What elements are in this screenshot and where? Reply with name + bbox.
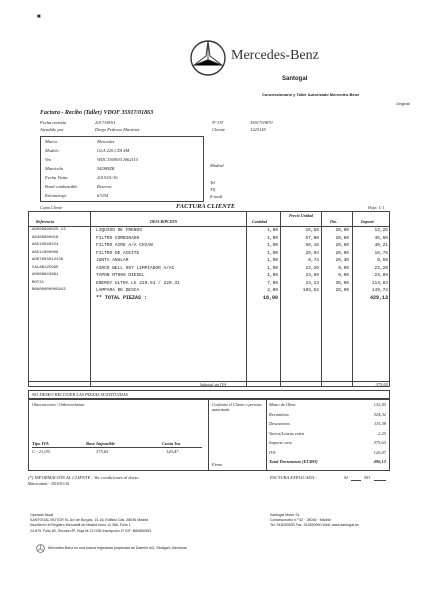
item-amt: 45,60 — [374, 235, 388, 241]
col-importe: Importe — [361, 219, 375, 224]
observaciones-label: Observaciones / Orden/reclamar — [32, 402, 85, 407]
item-row — [28, 228, 390, 236]
ot-value: 3591703870 — [250, 120, 273, 125]
dealer-name: Santogal — [282, 76, 308, 82]
vehicle-label: Vin — [45, 157, 51, 162]
explicada-label: FACTURA EXPLICADA : — [270, 475, 317, 480]
item-dto: 20,00 — [335, 250, 349, 256]
item-price: 16,56 — [305, 228, 319, 233]
item-price: 23,20 — [305, 265, 319, 271]
item-price: 20,94 — [305, 250, 319, 256]
tax-base: 375,65 — [96, 449, 109, 454]
tax-header-tipo: Tipo IVA — [32, 441, 49, 446]
item-ref: A007603012136 — [32, 258, 64, 262]
col-cantidad: Cantidad — [252, 219, 268, 224]
item-desc: FILTRO COMBINADO — [96, 235, 140, 241]
vehicle-label: Fecha Visita — [45, 175, 68, 180]
item-amt: 23,20 — [374, 265, 388, 271]
item-desc: AIRCO WELL 997 LIMPIADOR A/AC — [96, 265, 175, 271]
item-row — [28, 251, 390, 259]
item-amt: 149,74 — [371, 288, 388, 293]
company-line: Tel. 915053530 Fax. 913830900 Web: www.santogal.es — [270, 523, 359, 528]
item-qty: 1,00 — [267, 235, 278, 241]
item-price: 0,74 — [308, 258, 319, 263]
item-qty: 1,00 — [267, 243, 278, 248]
item-amt: 13,26 — [374, 228, 388, 233]
dealer-subtitle: Concessionario y Taller Autorizado Mercedes-Benz — [262, 92, 360, 97]
item-row — [28, 236, 390, 244]
contact-tlf: Tlf — [210, 187, 216, 192]
item-dto: 0,00 — [338, 273, 349, 278]
item-amt: 16,75 — [374, 250, 388, 256]
conformidad-text: Conforme el Cliente o persona autorizada — [212, 402, 262, 412]
tax-cuota: 120,47 — [166, 449, 179, 454]
company-line: Concesionario n.º 42 · 28036 · Madrid — [270, 518, 331, 523]
brand-name: Mercedes-Benz — [231, 48, 319, 63]
item-price: 23,23 — [305, 280, 319, 286]
item-ref: A6468800016 — [32, 235, 59, 240]
item-dto: 20,00 — [335, 228, 349, 233]
cliente-value: 1225145 — [250, 127, 266, 132]
subtotal-label: Subtotal sin IVA — [200, 382, 226, 387]
totals-value: 496,12 — [373, 459, 386, 464]
item-dto: 20,30 — [335, 258, 349, 263]
vehicle-value: GLA 220 CDI 4M — [97, 148, 130, 153]
totals-value: 115,38 — [373, 421, 386, 426]
item-amt: 0,59 — [377, 258, 388, 263]
ot-label: Nº OT — [212, 120, 224, 125]
company-line: Inscrita en el Registro Mercantil de Madrid tomo 11.366, Folio 1 — [30, 523, 131, 528]
col-dto: Dto. — [330, 219, 337, 224]
mercedes-star-logo — [188, 38, 228, 78]
tax-header-base: Base Imponible — [86, 441, 116, 446]
asesor-label: Atendido por — [40, 127, 64, 132]
item-qty: 1,00 — [267, 258, 278, 263]
totals-label: IVA — [269, 449, 276, 455]
col-descripcion: DESCRIPCION — [150, 219, 178, 224]
item-qty: 1,00 — [267, 228, 278, 233]
bottom-line: Mercedes-Benz es una marca registrada propiedad de Daimler AG, Stuttgart, Alemania — [48, 546, 187, 550]
footer-small: Matriculado - 2016/01/16 — [28, 481, 70, 486]
firma-label: Firma — [212, 462, 222, 467]
vehicle-value: 9428HZK — [97, 166, 115, 171]
tax-header-cuota: Cuota Iva — [162, 441, 181, 446]
item-desc: JUNTA ANULAR — [96, 258, 129, 263]
item-desc: TAPON MT908 DIESEL — [96, 273, 145, 278]
totals-list — [266, 400, 390, 470]
company-line: Operado fiscal — [30, 513, 54, 517]
item-price: 50,16 — [305, 243, 319, 248]
item-row — [28, 266, 390, 274]
item-row — [28, 281, 390, 289]
totals-label: Importe neto — [269, 440, 293, 445]
vehicle-value: WDC1569031J062110 — [97, 157, 138, 162]
vehicle-label: Kilometraje — [45, 193, 67, 198]
item-price: 23,89 — [305, 273, 319, 278]
small-star-icon — [36, 544, 45, 553]
notice-text: NO DESEO RECOGER LAS PIEZAS SUSTITUIDAS — [32, 392, 128, 397]
contact-email: E-mail — [210, 194, 223, 199]
item-price: 165,52 — [302, 288, 319, 293]
item-dto: 20,60 — [335, 235, 349, 241]
item-ref: A0009890025 13 — [32, 228, 66, 232]
totals-label: Total Documento (EURO) — [269, 459, 318, 464]
item-amt: 113,83 — [371, 280, 388, 286]
totals-label: Mano de Obra — [269, 402, 296, 407]
total-piezas-qty: 16,00 — [262, 295, 278, 301]
item-desc: ENERGY ULTRA LG 229.51 / 220.31 — [96, 280, 180, 286]
totals-value: 132,45 — [373, 402, 386, 407]
vehicle-label: Marca — [45, 139, 57, 144]
item-ref: B6600000005843 — [32, 288, 66, 292]
contact-tel: Tel — [210, 180, 216, 185]
item-desc: FILTRO AIRE A/A CHIAN — [96, 243, 153, 248]
vehicle-box — [40, 136, 204, 202]
col-referencia: Referencia — [36, 219, 54, 224]
fecha-value: 2017/08/01 — [95, 120, 116, 125]
vehicle-value: 67254 — [97, 193, 109, 198]
company-line: SANTOGAL MOTOR SL Av/ de Burgos, 14-16, Edificio Cial. 28036 Madrid — [30, 518, 149, 523]
vehicle-label: Matrícula — [45, 166, 63, 171]
company-line: Santogal Motor SL — [270, 513, 300, 517]
total-piezas-label: ** TOTAL PIEZAS : — [96, 295, 148, 301]
totals-value: 375,65 — [373, 440, 386, 445]
item-qty: 1,00 — [267, 273, 278, 278]
totals-value: 2,25 — [378, 430, 386, 436]
vehicle-value: Reserva — [97, 184, 112, 189]
item-row — [28, 288, 390, 296]
tax-tipo: C - 21,0% — [32, 449, 51, 454]
item-amt: 40,21 — [374, 243, 388, 248]
item-dto: 30,00 — [335, 280, 349, 286]
totals-label: Recambios — [269, 411, 289, 417]
total-piezas-amt: 429,13 — [369, 295, 388, 301]
explicada-si: SI — [344, 475, 348, 480]
vehicle-value: Mercedes — [97, 139, 115, 144]
vehicle-label: Modelo — [45, 148, 59, 153]
asesor-value: Diego Pedroso Martinez — [95, 127, 140, 132]
invoice-title: Factura - Recibo (Taller) VDOF 35917/01863 — [40, 110, 154, 116]
col-precio: Precio Unidad — [289, 213, 313, 218]
company-line: 24.875, Folio 80, Sección 8ª, Hoja M-217295 Inscripción 1ª CIF: B80850553 — [30, 528, 152, 533]
item-desc: LAMPARA DE DESCA — [96, 288, 140, 293]
corner-mark: ■ — [37, 14, 41, 20]
company-info-left — [30, 513, 260, 534]
item-dto: 20,00 — [335, 288, 349, 293]
hoja-label: Hoja: 1/ 1 — [368, 205, 385, 210]
item-row — [28, 273, 390, 281]
item-row — [28, 258, 390, 266]
copia-cliente: Copia Cliente — [40, 205, 63, 210]
vehicle-label: Bond combustible — [45, 184, 78, 189]
subtotal-value: 375,65 — [375, 382, 388, 387]
footer-notice: (*) INFORMACIÓN AL CLIENTE : Ver condiciones al dorso — [28, 475, 139, 480]
item-price: 57,00 — [305, 235, 319, 241]
copy-label: Original — [396, 101, 410, 106]
items-title: FACTURA CLIENTE — [176, 203, 236, 210]
totals-label: Varios/Lineas extra — [269, 430, 305, 436]
item-ref: A6510940224 — [32, 243, 59, 247]
item-dto: 20,60 — [335, 243, 349, 248]
company-info-right — [270, 513, 420, 529]
item-row — [28, 243, 390, 251]
item-desc: LIQUIDO DE FRENOS — [96, 228, 142, 233]
totals-value: 324,32 — [373, 411, 386, 417]
item-dto: 0,00 — [338, 265, 349, 271]
vehicle-value: 2015/01/16 — [97, 175, 118, 180]
item-qty: 1,00 — [267, 250, 278, 256]
item-ref: A6511800009 — [32, 250, 59, 255]
cliente-label: Cliente — [212, 127, 225, 132]
item-desc: FILTRO DE ACEITE — [96, 250, 140, 256]
items-body — [28, 228, 390, 368]
vehicle-city: Madrid — [210, 163, 224, 168]
item-qty: 2,00 — [267, 288, 278, 293]
totals-value: 120,47 — [373, 449, 386, 455]
item-ref: A0008843961 — [32, 273, 59, 277]
totals-label: Descuentos — [269, 421, 290, 426]
item-amt: 23,89 — [374, 273, 388, 278]
item-ref: CALAB125995 — [32, 265, 59, 270]
item-qty: 1,00 — [267, 265, 278, 271]
item-qty: 7,00 — [267, 280, 278, 286]
fecha-label: Fecha emisión — [40, 120, 67, 125]
explicada-no: NO — [364, 475, 371, 480]
item-ref: MOT31 — [32, 280, 45, 285]
